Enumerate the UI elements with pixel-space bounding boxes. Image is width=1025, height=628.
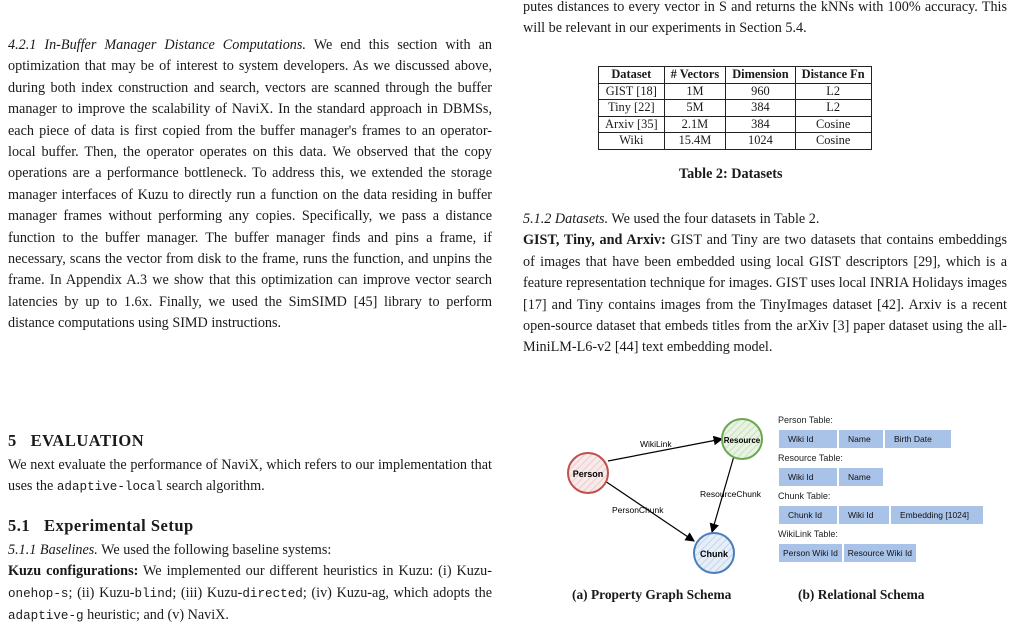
section-5-1-number: 5.1 bbox=[8, 516, 31, 535]
table-col: Resource Wiki Id bbox=[843, 543, 917, 563]
kuzu-configurations-label: Kuzu configurations: bbox=[8, 563, 139, 580]
para-4-2-1-title: 4.2.1 In-Buffer Manager Distance Computations. bbox=[8, 37, 306, 53]
table-cell: L2 bbox=[795, 100, 871, 117]
chunk-table-cells bbox=[778, 505, 984, 525]
kuzu-text-1: We implemented our different heuristics in Kuzu: (i) Kuzu- bbox=[138, 563, 492, 580]
table-cell: 5M bbox=[664, 100, 726, 117]
table-cell: 15.4M bbox=[664, 133, 726, 150]
datasets-table bbox=[598, 66, 872, 150]
kuzu-code-1: onehop-s bbox=[8, 586, 69, 601]
personchunk-label: PersonChunk bbox=[612, 505, 664, 515]
para-5-1-2-body: We used the four datasets in Table 2. bbox=[611, 211, 820, 227]
section-5-text-a: We next evaluate the performance of NaviX, which refers to our implementation that uses the bbox=[8, 457, 492, 495]
figure-caption-a: (a) Property Graph Schema bbox=[572, 587, 732, 602]
person-table-cells bbox=[778, 429, 984, 449]
table-cell: Arxiv [35] bbox=[599, 116, 665, 133]
relational-schema-figure bbox=[778, 415, 984, 563]
table-cell: Cosine bbox=[795, 133, 871, 150]
figure-caption-b: (b) Relational Schema bbox=[798, 587, 925, 602]
table-caption: Table 2: Datasets bbox=[679, 166, 783, 182]
table-row bbox=[599, 83, 872, 100]
table-cell: 1024 bbox=[726, 133, 795, 150]
table-cell: Cosine bbox=[795, 116, 871, 133]
partial-heading bbox=[8, 0, 99, 2]
table-cell: 960 bbox=[726, 83, 795, 100]
table-cell: 384 bbox=[726, 116, 795, 133]
table-row bbox=[599, 133, 872, 150]
section-5-title: EVALUATION bbox=[30, 431, 145, 450]
table-cell: GIST [18] bbox=[599, 83, 665, 100]
table-header-cell: Dimension bbox=[726, 67, 795, 84]
table-cell: Tiny [22] bbox=[599, 100, 665, 117]
kuzu-code-3: directed bbox=[242, 586, 303, 601]
kuzu-text-3: ; (iii) Kuzu- bbox=[172, 584, 243, 601]
wikilink-table-cells bbox=[778, 543, 984, 563]
table-col: Chunk Id bbox=[778, 505, 838, 525]
wikilink-table-label: WikiLink Table: bbox=[778, 529, 838, 539]
para-4-2-1-body: We end this section with an optimization that may be of interest to system developers. As we discussed above, during both index construction and search, vectors are scanned through the buffer manager to improve the scalability of NaviX. In the standard approach in DBMSs, each piece of data is first copied from the buffer manager's frames to an operator-local buffer. Then, the operator operates on this data. We observed that the copy operations are a performance bottleneck. To address this, we extended the storage manager interfaces of Kuzu to directly run a function on the data residing in buffer manager frames without performing any copies. Specifically, we pass a distance function to the buffer manager. The buffer manager finds and pins a frame, if necessary, scans the vector from disk to the frame, runs the function, and unpins the frame. In Appendix A.3 we show that this optimization can improve vector search latencies by up to 1.6x. Finally, we used the SimSIMD [45] library to perform distance computations using SIMD instructions. bbox=[8, 37, 492, 332]
resource-table-label: Resource Table: bbox=[778, 453, 843, 463]
kuzu-text-2: ; (ii) Kuzu- bbox=[68, 584, 135, 601]
person-node-label: Person bbox=[572, 469, 604, 479]
section-5-text-b: search algorithm. bbox=[162, 478, 265, 495]
gist-tiny-arxiv-label: GIST, Tiny, and Arxiv: bbox=[523, 232, 666, 249]
kuzu-text-5: heuristic; and (v) NaviX. bbox=[83, 607, 229, 624]
section-5-1-2 bbox=[523, 209, 1007, 359]
table-header-row bbox=[599, 67, 872, 84]
table-header-cell: Distance Fn bbox=[795, 67, 871, 84]
section-5-intro bbox=[8, 455, 492, 499]
para-5-1-2-title: 5.1.2 Datasets. bbox=[523, 211, 609, 227]
kuzu-text-4: ; (iv) Kuzu-ag, which adopts the bbox=[302, 584, 493, 601]
resource-table-cells bbox=[778, 467, 984, 487]
section-5-1-title: Experimental Setup bbox=[44, 516, 194, 535]
section-5-number: 5 bbox=[8, 431, 17, 450]
section-5-1-heading bbox=[8, 516, 194, 536]
table-col: Person Wiki Id bbox=[778, 543, 843, 563]
table-col: Embedding [1024] bbox=[890, 505, 984, 525]
table-col: Wiki Id bbox=[838, 505, 890, 525]
resourcechunk-label: ResourceChunk bbox=[700, 489, 761, 499]
table-header-cell: # Vectors bbox=[664, 67, 726, 84]
table-col: Name bbox=[838, 429, 884, 449]
table-header-cell: Dataset bbox=[599, 67, 665, 84]
section-5-code: adaptive-local bbox=[56, 480, 163, 495]
chunk-table-label: Chunk Table: bbox=[778, 491, 831, 501]
table-cell: Wiki bbox=[599, 133, 665, 150]
section-4-2-1 bbox=[8, 35, 492, 335]
table-cell: 384 bbox=[726, 100, 795, 117]
left-column bbox=[0, 0, 505, 623]
table-col: Birth Date bbox=[884, 429, 952, 449]
right-top-text bbox=[523, 0, 1007, 40]
kuzu-code-4: adaptive-g bbox=[8, 609, 84, 624]
table-col: Name bbox=[838, 467, 884, 487]
property-graph-figure bbox=[560, 415, 780, 585]
kuzu-code-2: blind bbox=[134, 586, 173, 601]
table-col: Wiki Id bbox=[778, 429, 838, 449]
table-cell: L2 bbox=[795, 83, 871, 100]
right-top-paragraph: putes distances to every vector in S and returns the kNNs with 100% accuracy. This will be relevant in our experiments in Section 5.4. bbox=[523, 0, 1007, 37]
section-5-heading bbox=[8, 431, 144, 451]
para-5-1-1-body: We used the following baseline systems: bbox=[101, 542, 332, 558]
table-col: Wiki Id bbox=[778, 467, 838, 487]
para-5-1-1-title: 5.1.1 Baselines. bbox=[8, 542, 98, 558]
person-table-label: Person Table: bbox=[778, 415, 833, 425]
gist-tiny-arxiv-body: GIST and Tiny are two datasets that contains embeddings of images that have been embedded using local GIST descriptors [29], which is a feature representation technique for images. GIST uses local INRIA Holidays images [17] and Tiny contains images from the TinyImages dataset [42]. Arxiv is a recent open-source dataset that embeds titles from the arXiv [3] paper dataset using the all-MiniLM-L6-v2 [44] text embedding model. bbox=[523, 232, 1008, 356]
table-cell: 1M bbox=[664, 83, 726, 100]
resource-node-label: Resource bbox=[723, 436, 761, 445]
section-5-1-1 bbox=[8, 540, 492, 628]
table-row bbox=[599, 116, 872, 133]
table-row bbox=[599, 100, 872, 117]
chunk-node-label: Chunk bbox=[700, 549, 728, 559]
table-cell: 2.1M bbox=[664, 116, 726, 133]
wikilink-label: WikiLink bbox=[640, 439, 672, 449]
